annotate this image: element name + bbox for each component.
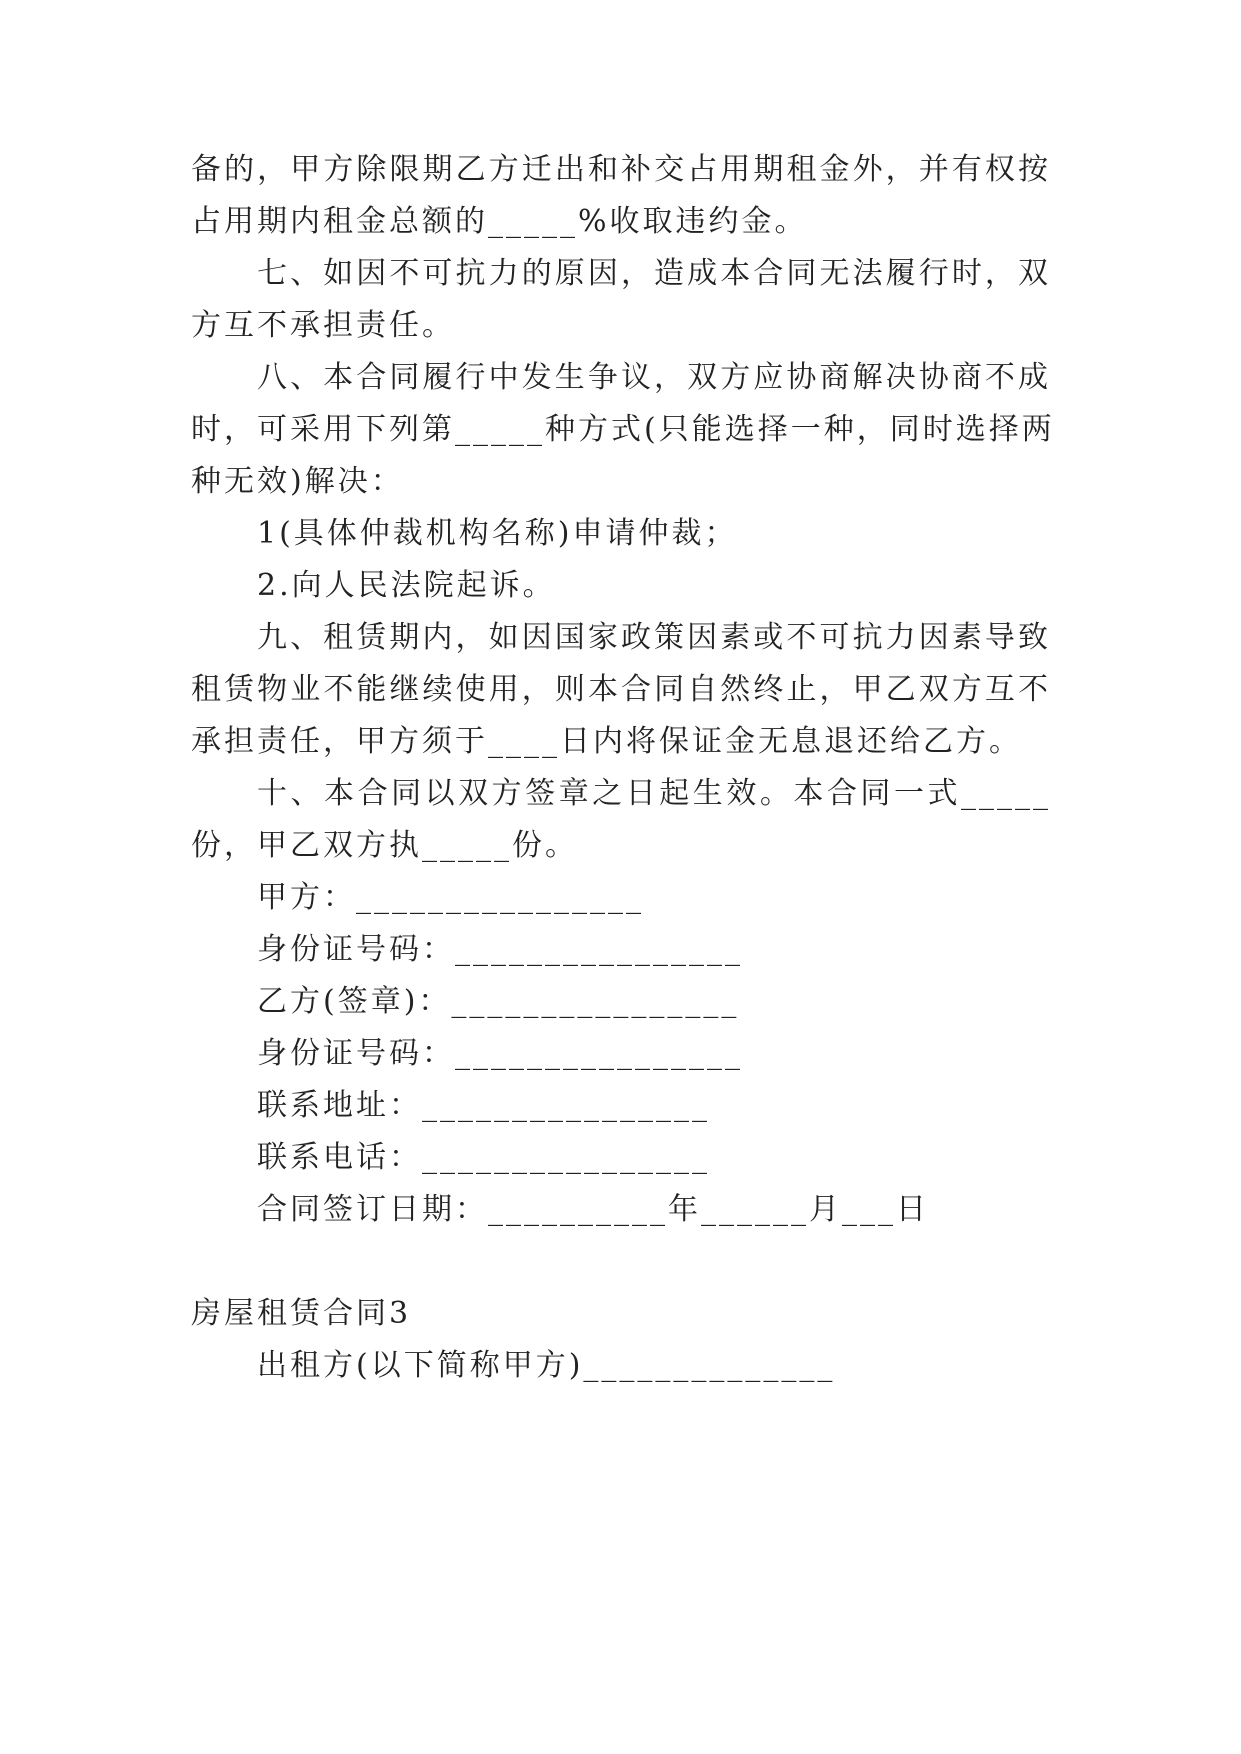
paragraph-line: 份，甲乙双方执_____份。	[191, 828, 578, 863]
option-one: 1(具体仲裁机构名称)申请仲裁；	[257, 516, 738, 551]
id-number-field: 身份证号码：________________	[257, 1036, 743, 1071]
paragraph-line: 备的，甲方除限期乙方迁出和补交占用期租金外，并有权按	[191, 152, 1051, 187]
paragraph-line: 租赁物业不能继续使用，则本合同自然终止，甲乙双方互不	[191, 672, 1051, 707]
clause-eight: 八、本合同履行中发生争议，双方应协商解决协商不成	[257, 360, 1051, 395]
paragraph-line: 承担责任，甲方须于____日内将保证金无息退还给乙方。	[191, 724, 1022, 759]
paragraph-line: 时，可采用下列第_____种方式(只能选择一种，同时选择两	[191, 412, 1055, 447]
option-two: 2.向人民法院起诉。	[257, 568, 556, 603]
party-a-field: 甲方：________________	[257, 880, 644, 915]
signing-date-field: 合同签订日期：__________年______月___日	[257, 1192, 929, 1227]
lessor-field: 出租方(以下简称甲方)______________	[257, 1348, 836, 1383]
paragraph-line: 方互不承担责任。	[191, 308, 455, 343]
paragraph-line: 占用期内租金总额的_____%收取违约金。	[191, 204, 808, 239]
clause-seven: 七、如因不可抗力的原因，造成本合同无法履行时，双	[257, 256, 1051, 291]
section-title: 房屋租赁合同3	[191, 1296, 412, 1331]
paragraph-line: 种无效)解决：	[191, 464, 404, 499]
party-b-field: 乙方(签章)：________________	[257, 984, 740, 1019]
id-number-field: 身份证号码：________________	[257, 932, 743, 967]
phone-field: 联系电话：________________	[257, 1140, 710, 1175]
address-field: 联系地址：________________	[257, 1088, 710, 1123]
clause-nine: 九、租赁期内，如因国家政策因素或不可抗力因素导致	[257, 620, 1051, 655]
clause-ten: 十、本合同以双方签章之日起生效。本合同一式_____	[257, 776, 1051, 811]
